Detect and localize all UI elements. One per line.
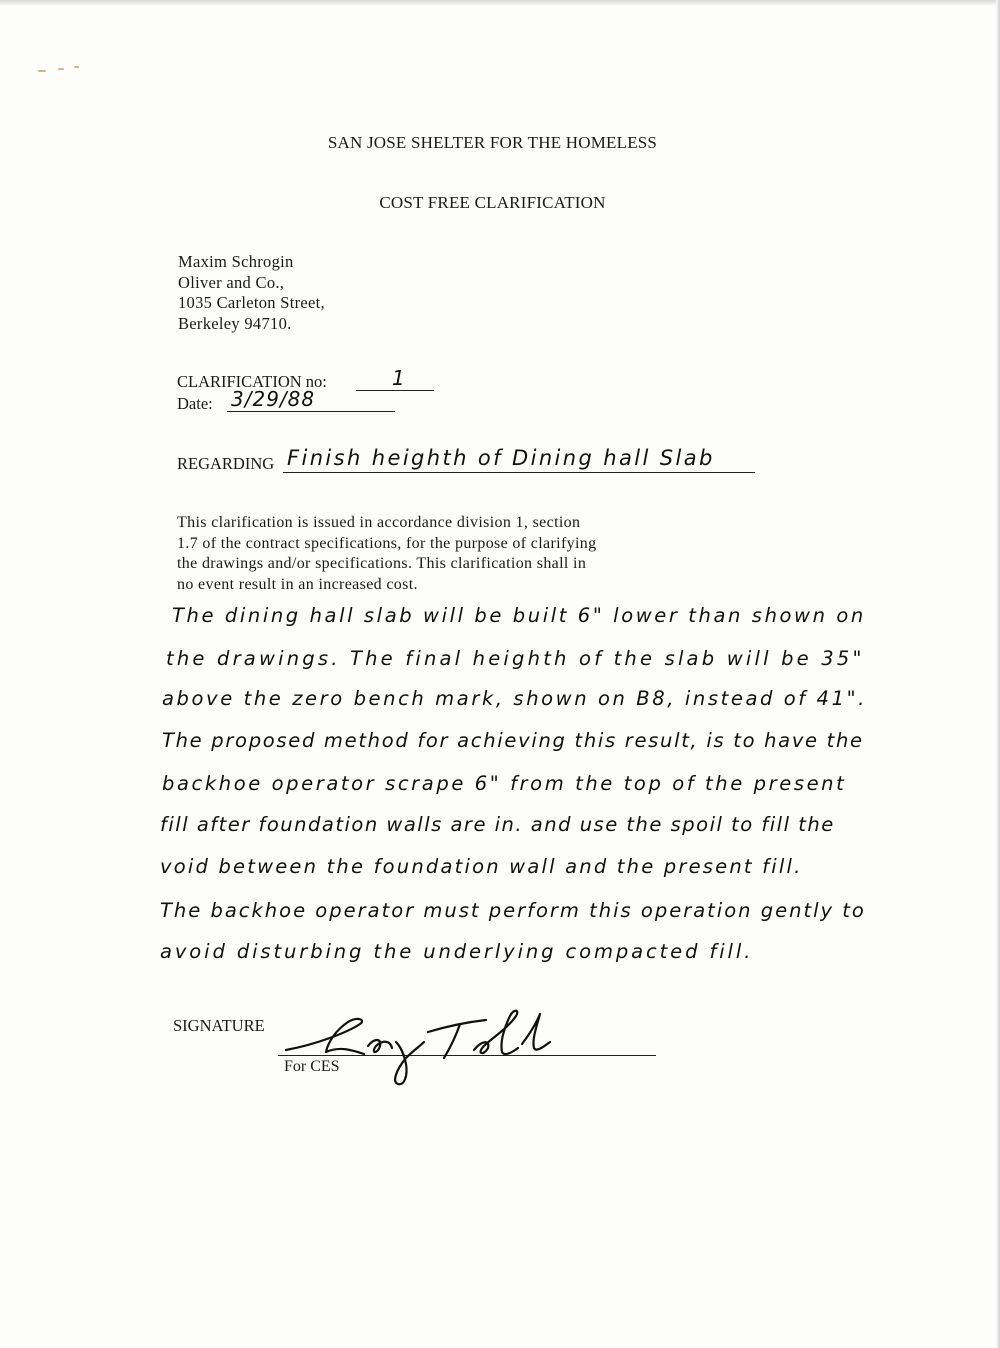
handwritten-line: The backhoe operator must perform this operation gently to	[160, 899, 866, 922]
date-label: Date:	[177, 394, 213, 413]
handwritten-line: The dining hall slab will be built 6" lower than shown on	[172, 604, 866, 627]
address-name: Maxim Schrogin	[178, 252, 294, 271]
handwritten-line: above the zero bench mark, shown on B8, instead of 41".	[162, 687, 867, 710]
address-company: Oliver and Co.,	[178, 272, 285, 292]
clarification-label: CLARIFICATION no:	[177, 372, 327, 391]
scan-speck	[58, 68, 64, 70]
address-street: 1035 Carleton Street,	[178, 293, 325, 312]
scan-edge-top	[0, 0, 1000, 6]
handwritten-line: backhoe operator scrape 6" from the top of the present	[162, 772, 847, 795]
address-block	[178, 252, 325, 334]
scan-edge-right	[996, 0, 1000, 1348]
statement-line: 1.7 of the contract specifications, for the purpose of clarifying	[177, 534, 597, 552]
signature-label: SIGNATURE	[173, 1016, 265, 1035]
form-title: COST FREE CLARIFICATION	[379, 193, 606, 212]
handwritten-line: the drawings. The final heighth of the slab will be 35"	[166, 647, 865, 670]
statement-paragraph	[177, 513, 777, 595]
date-value: 3/29/88	[231, 387, 316, 411]
handwritten-line: avoid disturbing the underlying compacted fill.	[160, 940, 754, 963]
clarification-number-value: 1	[392, 366, 405, 390]
handwritten-line: void between the foundation wall and the present fill.	[160, 855, 803, 878]
handwritten-signature	[278, 1002, 558, 1092]
regarding-value: Finish heighth of Dining hall Slab	[287, 446, 715, 470]
address-city: Berkeley 94710.	[178, 313, 292, 333]
scan-speck	[74, 66, 79, 68]
statement-line: no event result in an increased cost.	[177, 575, 418, 593]
statement-line: the drawings and/or specifications. This clarification shall in	[177, 555, 587, 572]
regarding-label: REGARDING	[177, 454, 275, 473]
signature-for-ces: For CES	[284, 1058, 340, 1075]
handwritten-line: The proposed method for achieving this result, is to have the	[162, 729, 864, 752]
regarding-row	[177, 454, 274, 474]
date-row	[177, 394, 213, 414]
scan-speck	[38, 70, 46, 72]
statement-line: This clarification is issued in accordance division 1, section	[177, 514, 581, 531]
handwritten-line: fill after foundation walls are in. and use the spoil to fill the	[160, 813, 835, 836]
organization-title: SAN JOSE SHELTER FOR THE HOMELESS	[327, 133, 658, 152]
